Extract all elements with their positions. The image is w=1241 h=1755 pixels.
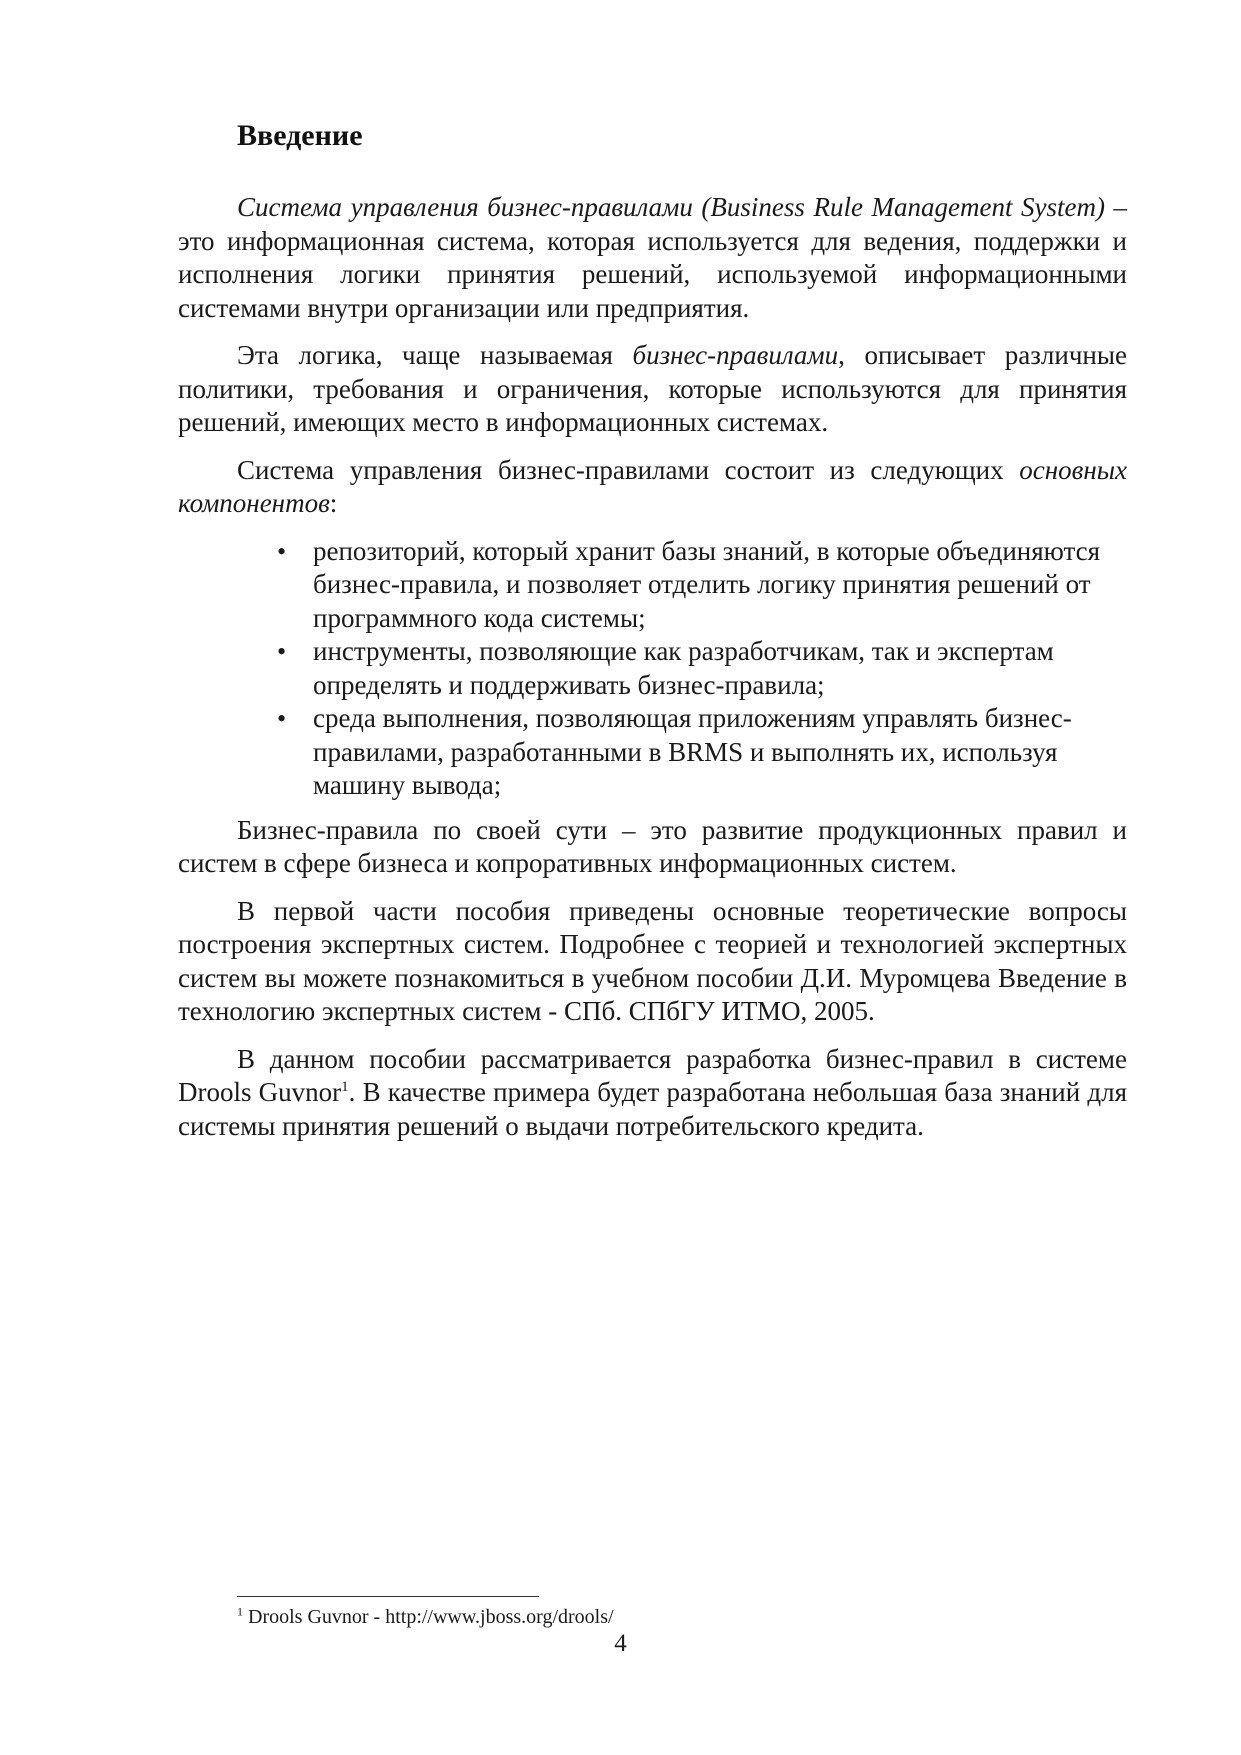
list-item-text: среда выполнения, позволяющая приложениям управлять бизнес-правилами, разработанными в BRMS и выполнять их, используя машину вывода; [313,703,1072,800]
paragraph-drools-guvnor [178,1043,1127,1144]
paragraph-business-rules [178,339,1127,440]
business-rules-before: Эта логика, чаще называемая [237,340,633,370]
list-item [178,635,1127,702]
section-heading: Введение [237,119,363,152]
list-item [178,702,1127,803]
paragraph-brms-definition [178,191,1127,325]
brms-term: Система управления бизнес-правилами (Business Rule Management System) [237,192,1105,222]
paragraph-production-rules: Бизнес-правила по своей сути – это развитие продукционных правил и систем в сфере бизнеса и копроративных информационных систем. [178,814,1127,878]
bullet-icon: • [277,536,287,566]
business-rules-after: , описывает различные политики, требования и ограничения, которые используются для принятия решений, имеющих место в информационных системах. [178,340,1127,437]
components-after: : [329,488,338,518]
components-list [178,535,1127,803]
components-before: Система управления бизнес-правилами состоит из следующих [237,454,1020,485]
footnote-text: Drools Guvnor - http://www.jboss.org/drools/ [243,1606,614,1628]
components-term: основных компонентов [178,454,1127,518]
bullet-icon: • [277,704,287,733]
page-content [178,118,1127,1157]
page-number: 4 [614,1630,627,1657]
footnote [237,1604,614,1630]
footnote-separator [237,1596,539,1597]
drools-after: . В качестве примера будет разработана небольшая база знаний для системы принятия решений о выдачи потребительского кредита. [178,1077,1127,1141]
brms-definition-text: – это информационная система, которая используется для ведения, поддержки и исполнения логики принятия решений, используемой информационными системами внутри организации или предприятия. [178,192,1127,323]
list-item [178,535,1127,636]
list-item-text: инструменты, позволяющие как разработчикам, так и экспертам определять и поддерживать бизнес-правила; [313,636,1054,700]
list-item-text: репозиторий, который хранит базы знаний, в которые объединяются бизнес-правила, и позволяет отделить логику принятия решений от программного кода системы; [313,535,1100,633]
paragraph-first-part: В первой части пособия приведены основные теоретические вопросы построения экспертных систем. Подробнее с теорией и технологией экспертных систем вы можете познакомиться в учебном пособии Д.И. Муромцева Введение в технологию экспертных систем - СПб. СПбГУ ИТМО, 2005. [178,895,1127,1026]
business-rules-term: бизнес-правилами [632,340,839,370]
footnote-mark: 1 [237,1604,243,1619]
paragraph-components-intro [178,454,1127,521]
drools-before: В данном пособии рассматривается разработка бизнес-правил в системе Drools Guvnor [178,1043,1127,1107]
footnote-reference: 1 [341,1079,349,1095]
bullet-icon: • [277,637,287,666]
